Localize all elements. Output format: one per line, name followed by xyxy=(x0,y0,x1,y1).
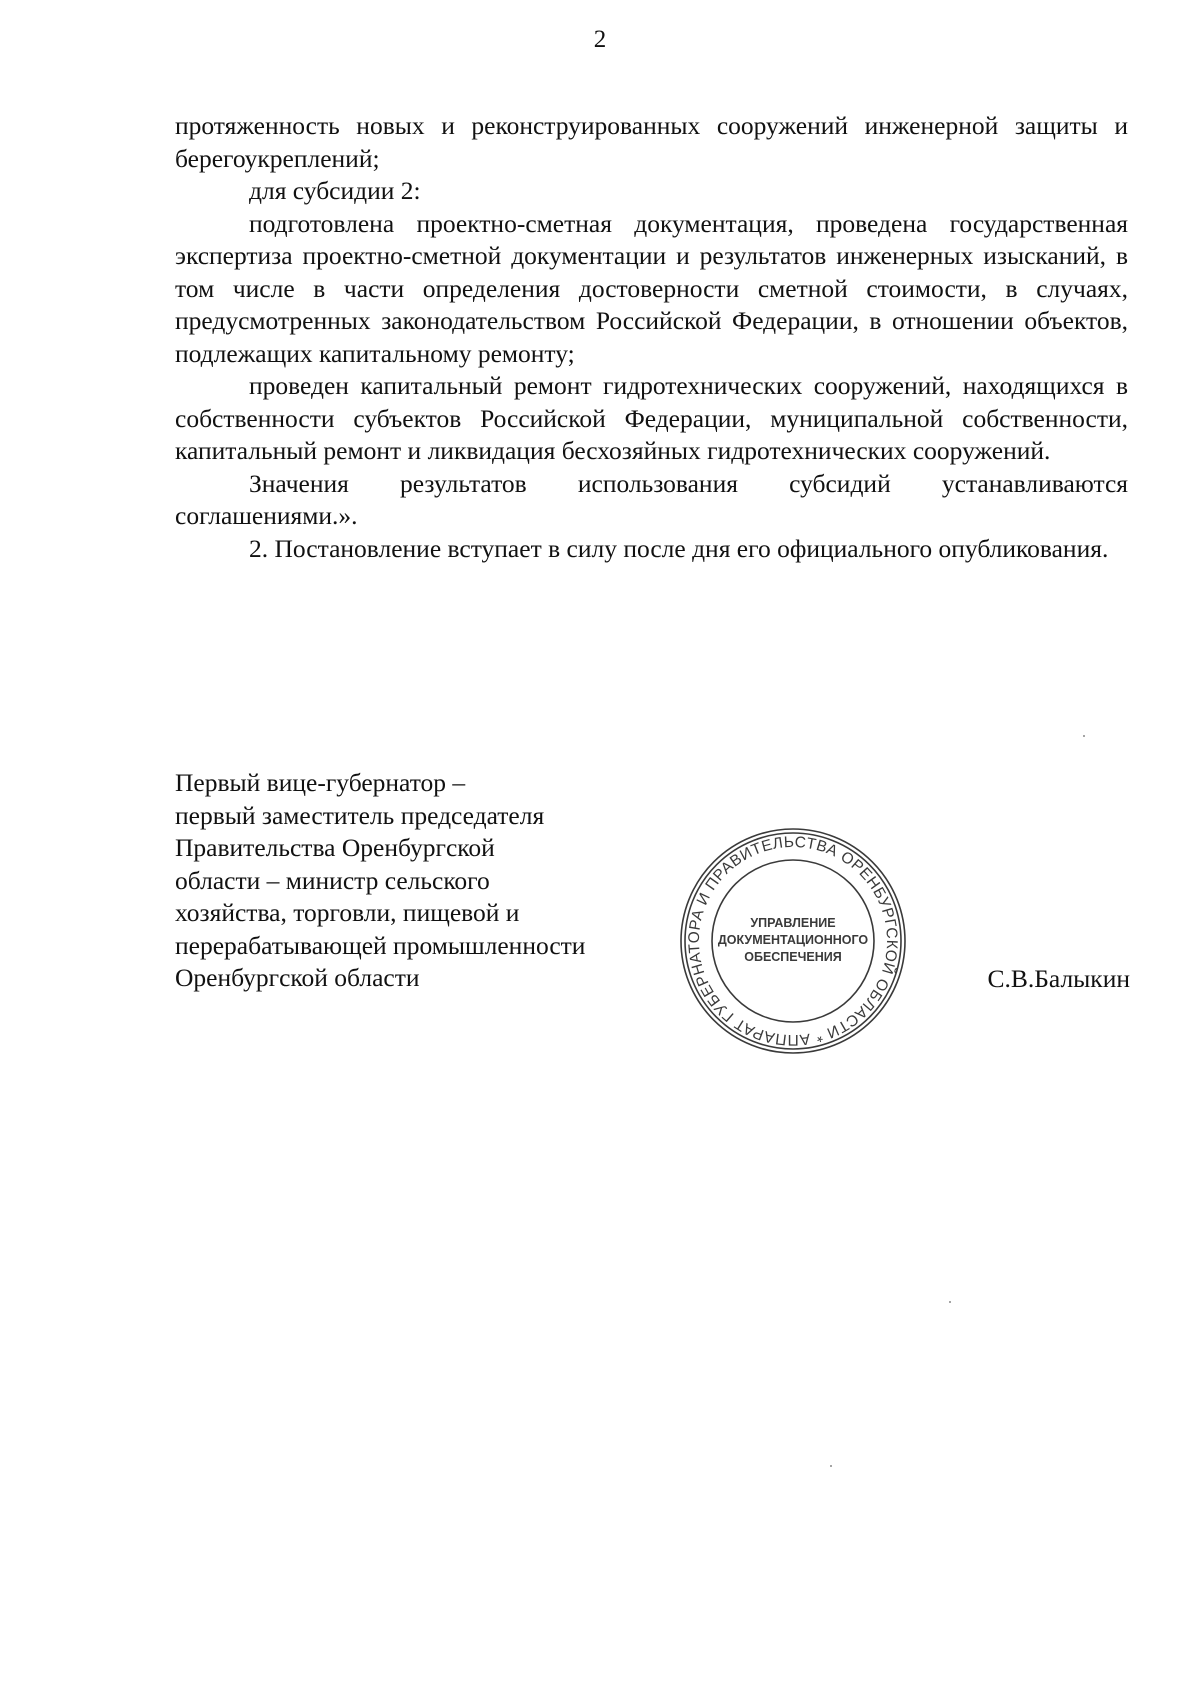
stamp-center-line: ДОКУМЕНТАЦИОННОГО xyxy=(717,933,869,947)
scan-speck xyxy=(830,1465,832,1467)
paragraph-capital-repair: проведен капитальный ремонт гидротехнических сооружений, находящихся в собственности субъектов Российской Федерации, муниципальной собственности, капитальный ремонт и ликвидация бесхозяйных гидротехнических сооружений. xyxy=(175,371,1128,465)
signatory-title-line: Первый вице-губернатор – xyxy=(175,768,466,797)
stamp-ring-text: АППАРАТ ГУБЕРНАТОРА И ПРАВИТЕЛЬСТВА ОРЕНБУРГСКОЙ ОБЛАСТИ * xyxy=(685,833,901,1049)
page-number: 2 xyxy=(593,26,607,53)
document-body xyxy=(175,110,1128,565)
paragraph-result-values: Значения результатов использования субсидий устанавливаются соглашениями.». xyxy=(175,468,1128,530)
signatory-name: С.В.Балыкин xyxy=(987,964,1130,993)
paragraph-design-documentation: подготовлена проектно-сметная документация, проведена государственная экспертиза проектно-сметной документации и результатов инженерных изысканий, в том числе в части определения достоверности сметной стоимости, в случаях, предусмотренных законодательством Российской Федерации, в отношении объектов, подлежащих капитальному ремонту; xyxy=(175,208,1128,368)
signatory-title xyxy=(175,767,675,995)
stamp-center-line: ОБЕСПЕЧЕНИЯ xyxy=(744,950,842,964)
official-stamp xyxy=(678,826,908,1056)
paragraph-subsidy-2-heading: для субсидии 2: xyxy=(249,176,421,205)
signatory-title-line: перерабатывающей промышленности xyxy=(175,930,586,960)
stamp-center-line: УПРАВЛЕНИЕ xyxy=(750,916,836,930)
scan-speck xyxy=(1083,735,1085,737)
signatory-title-line: Оренбургской области xyxy=(175,963,420,992)
signatory-title-line: Правительства Оренбургской xyxy=(175,833,495,862)
paragraph-length-of-structures: протяженность новых и реконструированных сооружений инженерной защиты и берегоукреплений; xyxy=(175,111,1128,173)
scan-speck xyxy=(949,1301,951,1303)
signatory-title-line: первый заместитель председателя xyxy=(175,800,545,830)
signatory-title-line: хозяйства, торговли, пищевой и xyxy=(175,898,520,927)
paragraph-entry-into-force: 2. Постановление вступает в силу после дня его официального опубликования. xyxy=(249,533,1109,563)
signatory-title-line: области – министр сельского xyxy=(175,865,490,895)
